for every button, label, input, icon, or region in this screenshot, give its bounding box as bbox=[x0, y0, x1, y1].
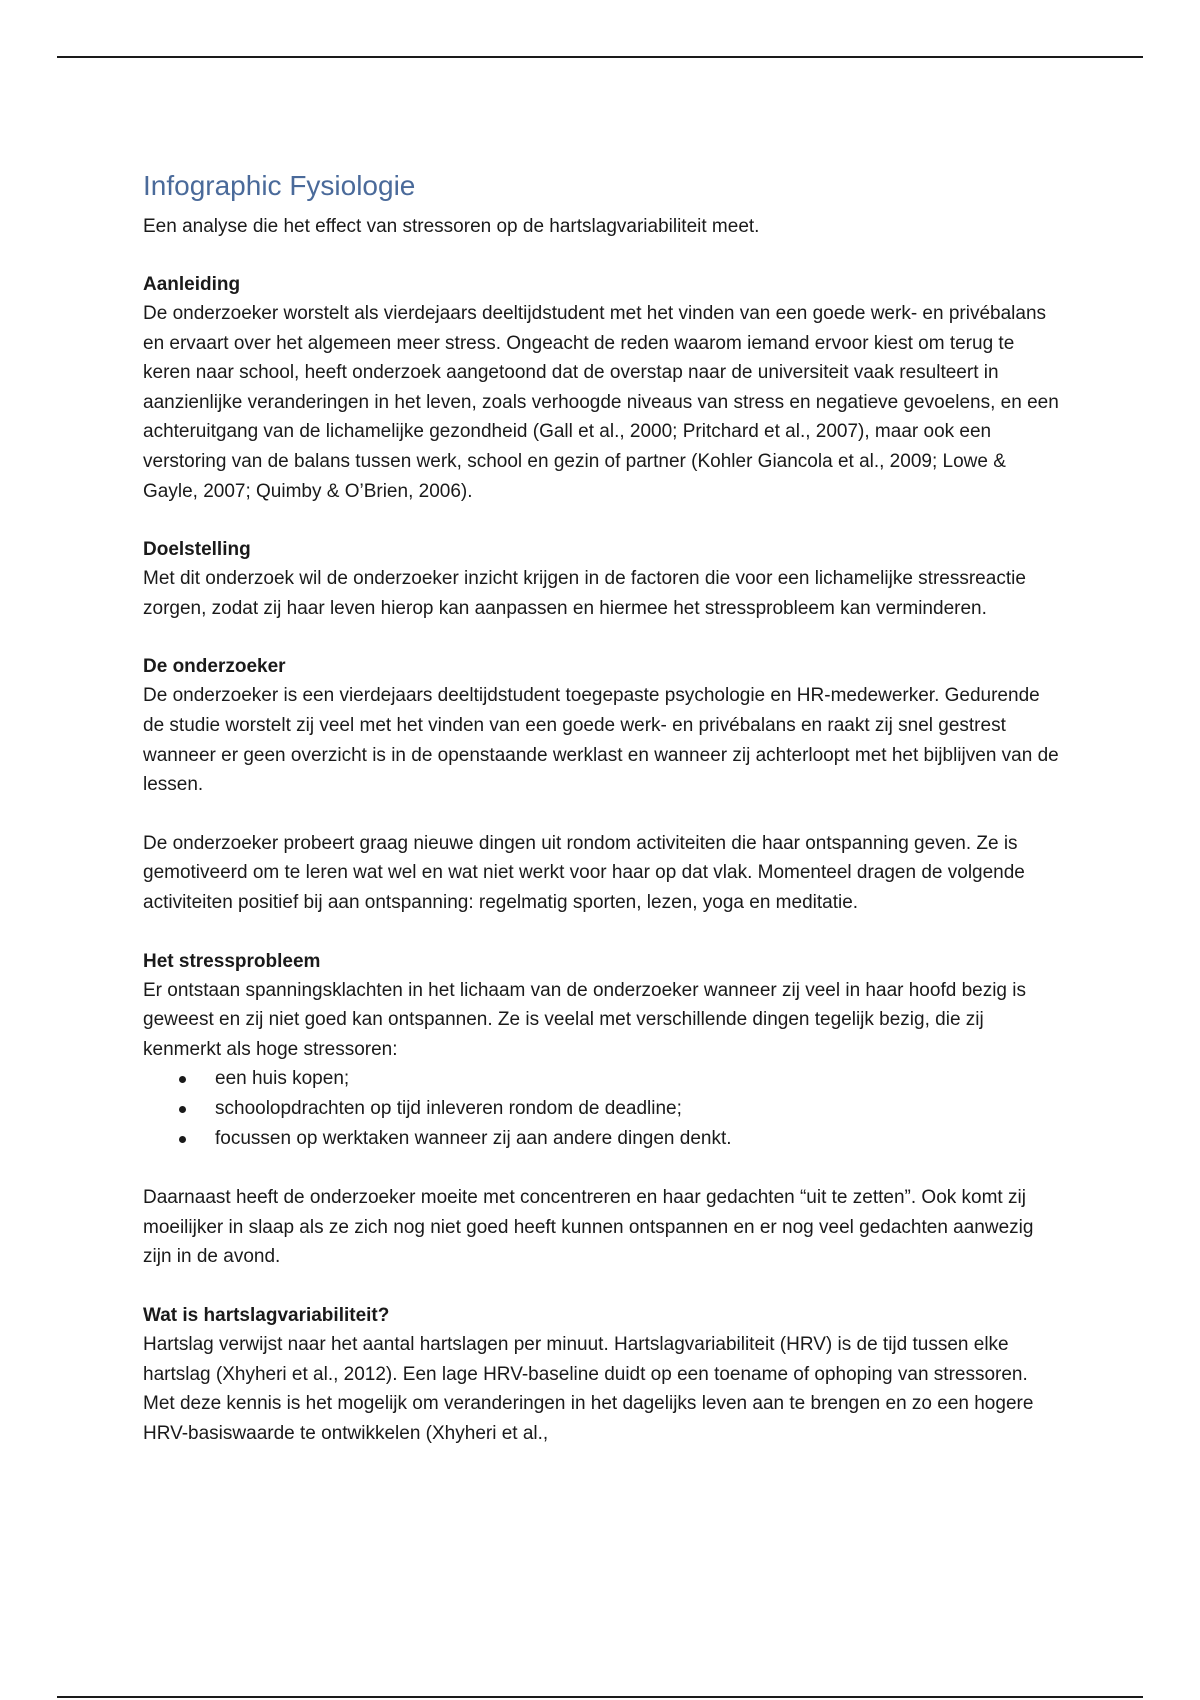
document-title: Infographic Fysiologie bbox=[143, 170, 416, 201]
bullet-icon bbox=[179, 1076, 186, 1083]
bottom-rule bbox=[57, 1696, 1143, 1698]
list-item-text: een huis kopen; bbox=[215, 1068, 350, 1090]
section-heading: De onderzoeker bbox=[143, 656, 286, 678]
list-item-text: focussen op werktaken wanneer zij aan andere dingen denkt. bbox=[215, 1128, 732, 1150]
list-item-text: schoolopdrachten op tijd inleveren rondom de deadline; bbox=[215, 1098, 682, 1120]
section-paragraph: Hartslag verwijst naar het aantal hartslagen per minuut. Hartslagvariabiliteit (HRV) is de tijd tussen elke hartslag (Xhyheri et al., 2012). Een lage HRV-baseline duidt op een toename of ophoping van stressoren. Met deze kennis is het mogelijk om veranderingen in het dagelijks leven aan te brengen en zo een hogere HRV-basiswaarde te ontwikkelen (Xhyheri et al., bbox=[143, 1334, 1034, 1444]
section-paragraph: Er ontstaan spanningsklachten in het lichaam van de onderzoeker wanneer zij veel in haar hoofd bezig is geweest en zij niet goed kan ontspannen. Ze is veelal met verschillende dingen tegelijk bezig, die zij kenmerkt als hoge stressoren: bbox=[143, 979, 1026, 1060]
section-heading: Het stressprobleem bbox=[143, 950, 321, 972]
section-onderzoeker bbox=[143, 652, 1063, 917]
list-item bbox=[215, 1124, 1063, 1154]
section-heading: Wat is hartslagvariabiliteit? bbox=[143, 1305, 390, 1327]
stressor-list bbox=[143, 1064, 1063, 1154]
section-paragraph: De onderzoeker worstelt als vierdejaars deeltijdstudent met het vinden van een goede werk- en privébalans en ervaart over het algemeen meer stress. Ongeacht de reden waarom iemand ervoor kiest om terug te keren naar school, heeft onderzoek aangetoond dat de overstap naar de universiteit vaak resulteert in aanzienlijke veranderingen in het leven, zoals verhoogde niveaus van stress en negatieve gevoelens, en een achteruitgang van de lichamelijke gezondheid (Gall et al., 2000; Pritchard et al., 2007), maar ook een verstoring van de balans tussen werk, school en gezin of partner (Kohler Giancola et al., 2009; Lowe & Gayle, 2007; Quimby & O’Brien, 2006). bbox=[143, 303, 1059, 502]
section-paragraph: De onderzoeker probeert graag nieuwe dingen uit rondom activiteiten die haar ontspanning geven. Ze is gemotiveerd om te leren wat wel en wat niet werkt voor haar op dat vlak. Momenteel dragen de volgende activiteiten positief bij aan ontspanning: regelmatig sporten, lezen, yoga en meditatie. bbox=[143, 832, 1025, 913]
section-stressprobleem bbox=[143, 947, 1063, 1273]
section-paragraph: Met dit onderzoek wil de onderzoeker inzicht krijgen in de factoren die voor een lichamelijke stressreactie zorgen, zodat zij haar leven hierop kan aanpassen en hiermee het stressprobleem kan verminderen. bbox=[143, 568, 1026, 619]
top-rule bbox=[57, 56, 1143, 58]
section-paragraph: De onderzoeker is een vierdejaars deeltijdstudent toegepaste psychologie en HR-medewerker. Gedurende de studie worstelt zij veel met het vinden van een goede werk- en privébalans en raakt zij snel gestrest wanneer er geen overzicht is in de openstaande werklast en wanneer zij achterloopt met het bijblijven van de lessen. bbox=[143, 685, 1059, 796]
list-item bbox=[215, 1094, 1063, 1124]
document-page bbox=[143, 166, 1063, 1448]
bullet-icon bbox=[179, 1136, 186, 1143]
section-aanleiding bbox=[143, 270, 1063, 506]
section-doelstelling bbox=[143, 535, 1063, 623]
section-heading: Aanleiding bbox=[143, 274, 241, 295]
bullet-icon bbox=[179, 1106, 186, 1113]
section-paragraph: Daarnaast heeft de onderzoeker moeite met concentreren en haar gedachten “uit te zetten”. Ook komt zij moeilijker in slaap als ze zich nog niet goed heeft kunnen ontspannen en er nog veel gedachten aanwezig zijn in de avond. bbox=[143, 1187, 1034, 1268]
document-subtitle: Een analyse die het effect van stressoren op de hartslagvariabiliteit meet. bbox=[143, 216, 760, 237]
section-heading: Doelstelling bbox=[143, 539, 251, 561]
section-hrv bbox=[143, 1301, 1063, 1448]
list-item bbox=[215, 1064, 1063, 1094]
